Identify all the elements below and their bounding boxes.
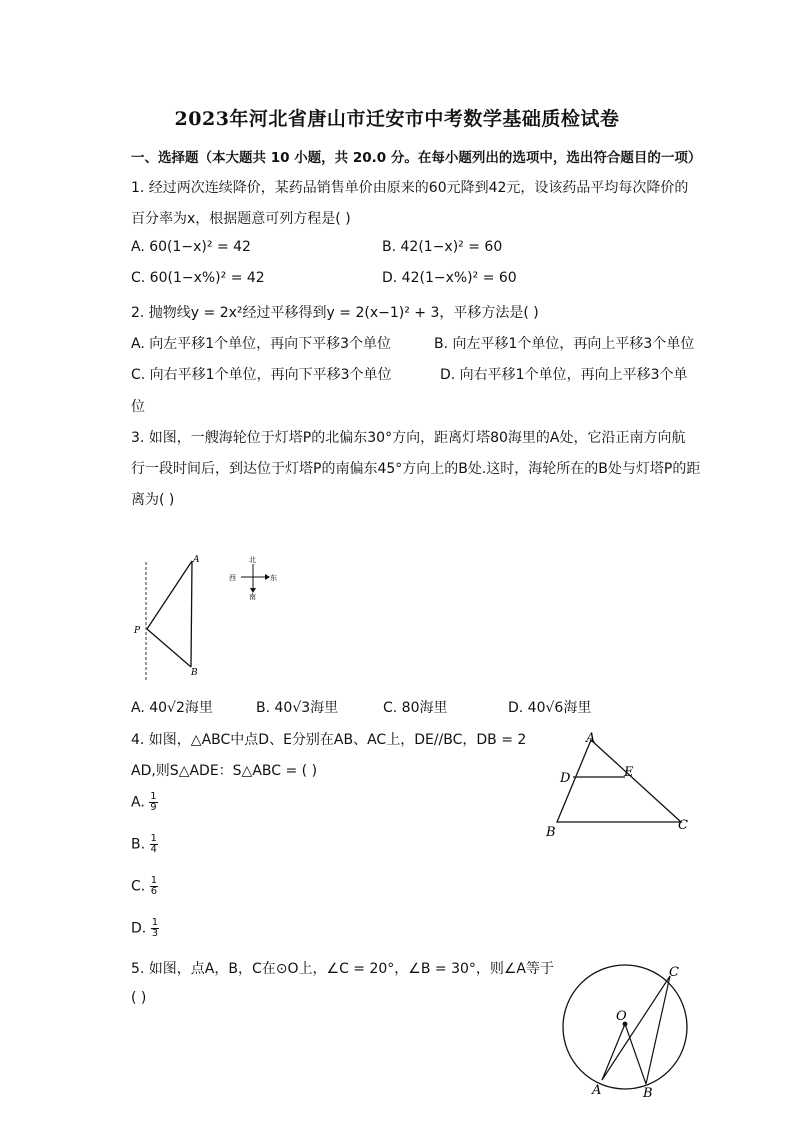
q1-stem-line1: 1. 经过两次连续降价，某药品销售单价由原来的60元降到42元，设该药品平均每次降价的 — [131, 180, 689, 196]
q3-lighthouse-figure — [125, 548, 295, 683]
q1-option-c[interactable]: C. 60(1−x%)² = 42 — [131, 270, 265, 286]
q1-option-d[interactable]: D. 42(1−x%)² = 60 — [382, 270, 517, 286]
q3-stem-line3: 离为( ) — [131, 492, 175, 508]
compass-west-label: 西 — [229, 574, 236, 582]
q3-option-a[interactable]: A. 40√2海里 — [131, 700, 213, 716]
point-a-label: A — [592, 1083, 602, 1098]
q4-triangle-figure — [540, 726, 700, 841]
q1-option-b[interactable]: B. 42(1−x)² = 60 — [382, 239, 503, 255]
point-b-label: B — [643, 1086, 653, 1100]
segment-ac — [602, 976, 670, 1080]
q4-option-c[interactable] — [131, 876, 158, 897]
compass-south-label: 南 — [249, 593, 256, 601]
point-d-label: D — [560, 771, 571, 786]
q5-circle-figure — [552, 960, 702, 1100]
q2-option-a[interactable]: A. 向左平移1个单位，再向下平移3个单位 — [131, 336, 392, 352]
q4-option-a[interactable] — [131, 792, 158, 813]
point-a-label: A — [193, 555, 200, 565]
q4-option-d-label: D. — [131, 920, 147, 937]
q4-option-b-label: B. — [131, 836, 146, 853]
q4-stem-line2: AD,则S△ADE：S△ABC = ( ) — [131, 763, 318, 779]
segment-bc — [646, 976, 670, 1084]
point-o-label: O — [616, 1009, 627, 1024]
q3-option-c[interactable]: C. 80海里 — [383, 700, 448, 716]
section-heading: 一、选择题（本大题共 10 小题，共 20.0 分。在每小题列出的选项中，选出符合题目的一项） — [131, 150, 702, 166]
q4-option-c-label: C. — [131, 878, 146, 895]
point-p-label: P — [134, 626, 141, 636]
q4-option-d[interactable] — [131, 918, 159, 939]
q2-option-d-wrap: 位 — [131, 399, 145, 415]
q2-option-b[interactable]: B. 向左平移1个单位，再向上平移3个单位 — [434, 336, 695, 352]
q2-option-d[interactable]: D. 向右平移1个单位，再向上平移3个单 — [440, 367, 688, 383]
point-a-label: A — [586, 731, 596, 746]
point-c-label: C — [678, 818, 688, 833]
q4-option-c-fraction: $\frac{1}{6}$ — [150, 875, 158, 897]
q4-option-d-fraction: $\frac{1}{3}$ — [151, 917, 159, 939]
segment-ab — [191, 561, 192, 667]
q2-stem: 2. 抛物线y = 2x²经过平移得到y = 2(x−1)² + 3，平移方法是( ) — [131, 305, 539, 321]
segment-pa — [147, 561, 192, 629]
compass-north-label: 北 — [249, 556, 256, 564]
segment-ob — [625, 1024, 646, 1084]
compass-east-label: 东 — [270, 574, 277, 582]
segment-pb — [147, 629, 191, 667]
q1-option-a[interactable]: A. 60(1−x)² = 42 — [131, 239, 251, 255]
q4-option-b-fraction: $\frac{1}{4}$ — [150, 833, 157, 855]
q3-option-b[interactable]: B. 40√3海里 — [256, 700, 339, 716]
q4-option-b[interactable] — [131, 834, 158, 855]
segment-oa — [602, 1024, 625, 1080]
q5-stem-line2: ( ) — [131, 990, 147, 1006]
point-b-label: B — [546, 825, 556, 840]
q2-option-c[interactable]: C. 向右平移1个单位，再向下平移3个单位 — [131, 367, 392, 383]
point-e-label: E — [624, 765, 634, 780]
page-title: 2023年河北省唐山市迁安市中考数学基础质检试卷 — [174, 108, 620, 130]
triangle-abc — [557, 740, 681, 822]
q3-stem-line1: 3. 如图，一艘海轮位于灯塔P的北偏东30°方向，距离灯塔80海里的A处，它沿正南方向航 — [131, 430, 686, 446]
q5-stem-line1: 5. 如图，点A，B，C在⊙O上，∠C = 20°，∠B = 30°，则∠A等于 — [131, 961, 555, 977]
q4-stem-line1: 4. 如图，△ABC中点D、E分别在AB、AC上，DE//BC，DB = 2 — [131, 732, 527, 748]
point-c-label: C — [669, 965, 679, 980]
q1-stem-line2: 百分率为x，根据题意可列方程是( ) — [131, 211, 351, 227]
q3-option-d[interactable]: D. 40√6海里 — [508, 700, 592, 716]
q4-option-a-label: A. — [131, 794, 145, 811]
q3-stem-line2: 行一段时间后，到达位于灯塔P的南偏东45°方向上的B处.这时，海轮所在的B处与灯塔P的距 — [131, 461, 701, 477]
point-b-label: B — [191, 668, 198, 678]
q4-option-a-fraction: $\frac{1}{9}$ — [150, 791, 157, 813]
